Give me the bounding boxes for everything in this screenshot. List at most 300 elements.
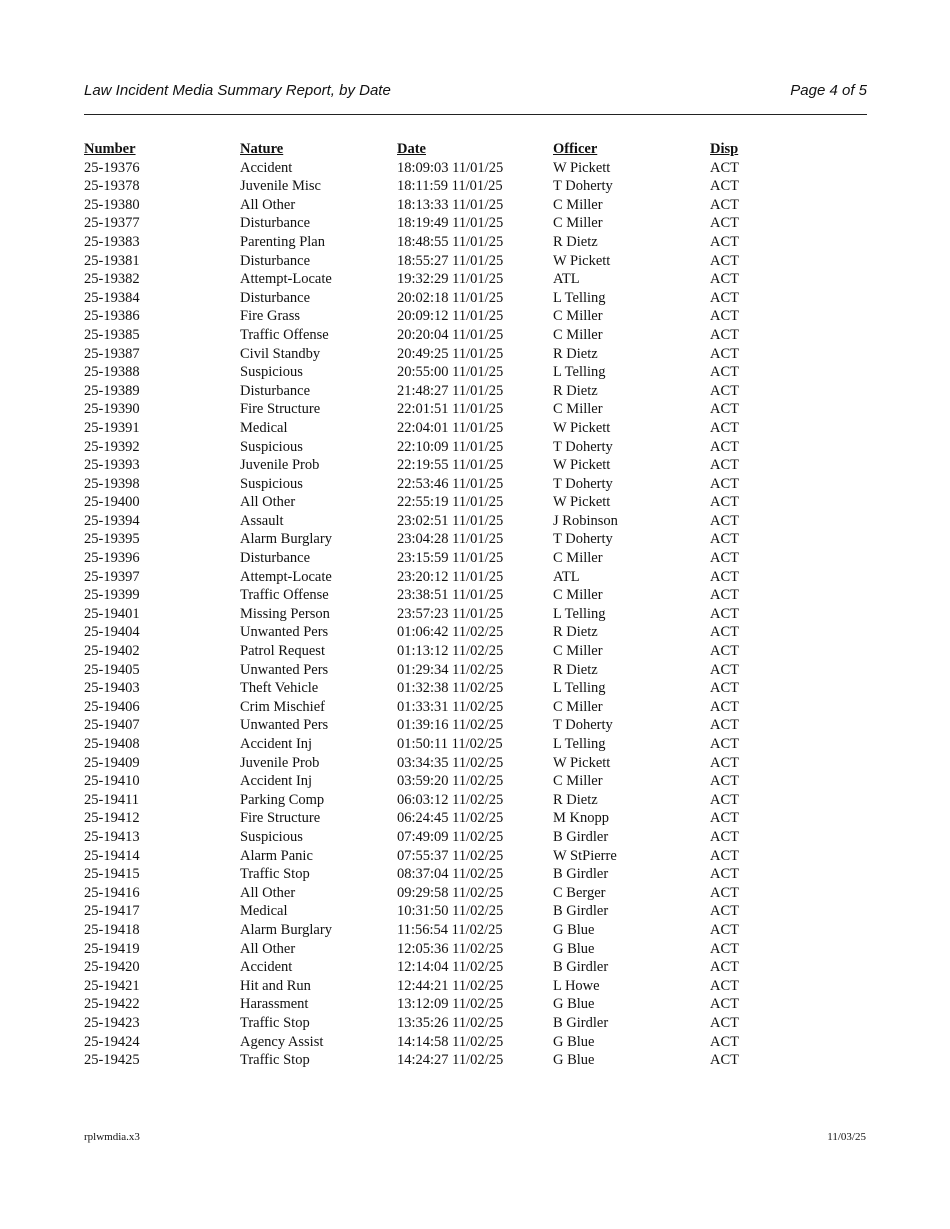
table-row [84, 1051, 867, 1070]
table-row [84, 177, 867, 196]
incident-number: 25-19401 [84, 605, 140, 622]
column-header-nature: Nature [240, 141, 284, 157]
header-divider [84, 114, 867, 115]
incident-number: 25-19400 [84, 494, 140, 511]
table-row [84, 1014, 867, 1033]
incident-officer: T Doherty [553, 438, 613, 455]
table-row [84, 902, 867, 921]
incident-date: 13:35:26 11/02/25 [397, 1014, 504, 1031]
incident-number: 25-19386 [84, 308, 140, 325]
incident-date: 11:56:54 11/02/25 [397, 921, 503, 938]
incident-disp: ACT [710, 512, 739, 529]
incident-officer: G Blue [553, 1052, 595, 1069]
incident-number: 25-19382 [84, 271, 140, 288]
incident-disp: ACT [710, 736, 739, 752]
incident-number: 25-19402 [84, 643, 140, 660]
incident-officer: W Pickett [553, 457, 611, 474]
incident-nature: Traffic Offense [240, 326, 329, 343]
incident-nature: Unwanted Pers [240, 717, 329, 734]
incident-number: 25-19414 [84, 847, 140, 864]
incident-date: 13:12:09 11/02/25 [397, 996, 504, 1013]
incident-disp: ACT [710, 717, 739, 734]
incident-number: 25-19394 [84, 512, 140, 529]
column-header-disp: Disp [710, 141, 739, 157]
incident-disp: ACT [710, 326, 739, 343]
incident-date: 19:32:29 11/01/25 [397, 271, 504, 288]
incident-nature: Traffic Stop [240, 866, 310, 883]
incident-nature: Assault [240, 512, 284, 529]
incident-date: 23:57:23 11/01/25 [397, 605, 504, 622]
incident-date: 01:06:42 11/02/25 [397, 624, 504, 641]
column-header-number: Number [84, 141, 136, 157]
incident-officer: R Dietz [553, 382, 598, 399]
incident-nature: Juvenile Misc [240, 178, 321, 195]
table-row [84, 568, 867, 587]
incident-disp: ACT [710, 1033, 739, 1050]
incident-disp: ACT [710, 438, 739, 455]
incident-date: 07:49:09 11/02/25 [397, 828, 504, 845]
incident-date: 22:04:01 11/01/25 [397, 419, 504, 436]
incident-disp: ACT [710, 289, 739, 306]
incident-number: 25-19387 [84, 345, 140, 362]
incident-date: 23:15:59 11/01/25 [397, 550, 504, 567]
incident-nature: Fire Grass [240, 308, 301, 325]
report-title: Law Incident Media Summary Report, by Date [84, 82, 391, 99]
incident-date: 18:09:03 11/01/25 [397, 159, 504, 176]
table-header-row [84, 140, 867, 159]
incident-nature: Disturbance [240, 382, 311, 399]
incident-number: 25-19389 [84, 382, 140, 399]
incident-officer: L Telling [553, 680, 606, 697]
incident-number: 25-19412 [84, 810, 140, 827]
incident-number: 25-19384 [84, 289, 140, 306]
incident-number: 25-19403 [84, 680, 140, 697]
incident-nature: Disturbance [240, 215, 311, 232]
page-number: Page 4 of 5 [790, 82, 867, 99]
incident-date: 06:24:45 11/02/25 [397, 810, 504, 827]
table-row [84, 995, 867, 1014]
incident-nature: Parenting Plan [240, 233, 325, 250]
incident-number: 25-19380 [84, 196, 140, 213]
incident-officer: C Miller [553, 550, 603, 567]
incident-date: 12:05:36 11/02/25 [397, 940, 504, 957]
incident-nature: Patrol Request [240, 643, 325, 660]
incident-date: 18:11:59 11/01/25 [397, 178, 503, 195]
incident-number: 25-19405 [84, 661, 140, 678]
table-row [84, 289, 867, 308]
incident-date: 22:19:55 11/01/25 [397, 457, 504, 474]
incident-number: 25-19383 [84, 233, 140, 250]
incident-disp: ACT [710, 457, 739, 474]
table-row [84, 493, 867, 512]
incident-officer: R Dietz [553, 624, 598, 641]
incident-nature: Alarm Burglary [240, 531, 332, 548]
incident-officer: T Doherty [553, 178, 613, 195]
incident-nature: All Other [240, 494, 296, 511]
table-row [84, 847, 867, 866]
incident-disp: ACT [710, 159, 739, 176]
incident-nature: All Other [240, 884, 296, 901]
incident-disp: ACT [710, 661, 739, 678]
incident-number: 25-19425 [84, 1052, 140, 1069]
incident-officer: R Dietz [553, 791, 598, 808]
incident-number: 25-19418 [84, 921, 140, 938]
incident-officer: W Pickett [553, 159, 611, 176]
incident-nature: Traffic Stop [240, 1052, 310, 1069]
incident-officer: C Miller [553, 326, 603, 343]
table-row [84, 828, 867, 847]
table-row [84, 307, 867, 326]
incident-officer: C Miller [553, 401, 603, 418]
incident-date: 01:29:34 11/02/25 [397, 661, 504, 678]
incident-disp: ACT [710, 587, 739, 604]
incident-nature: Accident [240, 959, 293, 976]
table-row [84, 865, 867, 884]
incident-disp: ACT [710, 345, 739, 362]
incident-disp: ACT [710, 550, 739, 567]
incident-nature: Alarm Burglary [240, 921, 332, 938]
incident-disp: ACT [710, 773, 739, 790]
incident-disp: ACT [710, 364, 739, 381]
incident-nature: Civil Standby [240, 345, 321, 362]
incident-date: 21:48:27 11/01/25 [397, 382, 504, 399]
incident-officer: R Dietz [553, 345, 598, 362]
incident-nature: Hit and Run [240, 977, 311, 994]
incident-nature: Accident [240, 159, 293, 176]
incident-nature: Unwanted Pers [240, 624, 329, 641]
incident-disp: ACT [710, 271, 739, 288]
incident-nature: Parking Comp [240, 791, 325, 808]
incident-number: 25-19424 [84, 1033, 140, 1050]
incident-nature: Harassment [240, 996, 309, 1013]
incident-date: 23:04:28 11/01/25 [397, 531, 504, 548]
table-row [84, 530, 867, 549]
table-row [84, 661, 867, 680]
incident-nature: Crim Mischief [240, 698, 325, 715]
incident-nature: Juvenile Prob [240, 457, 320, 474]
incident-date: 20:02:18 11/01/25 [397, 289, 504, 306]
incident-nature: Suspicious [240, 828, 303, 845]
incident-number: 25-19381 [84, 252, 140, 269]
incident-nature: Medical [240, 419, 288, 436]
incident-disp: ACT [710, 419, 739, 436]
incident-disp: ACT [710, 698, 739, 715]
table-row [84, 400, 867, 419]
incident-nature: Disturbance [240, 289, 311, 306]
incident-disp: ACT [710, 196, 739, 213]
page-header [84, 82, 867, 102]
incident-disp: ACT [710, 252, 739, 269]
incident-date: 01:33:31 11/02/25 [397, 698, 504, 715]
table-row [84, 698, 867, 717]
incident-disp: ACT [710, 624, 739, 641]
incident-officer: C Miller [553, 215, 603, 232]
incident-disp: ACT [710, 233, 739, 250]
incident-nature: Alarm Panic [240, 847, 313, 864]
incident-disp: ACT [710, 382, 739, 399]
incident-number: 25-19417 [84, 903, 140, 920]
incident-number: 25-19393 [84, 457, 140, 474]
incident-nature: Disturbance [240, 550, 311, 567]
incident-officer: T Doherty [553, 475, 613, 492]
incident-officer: T Doherty [553, 531, 613, 548]
incident-number: 25-19421 [84, 977, 140, 994]
incident-disp: ACT [710, 494, 739, 511]
incident-number: 25-19413 [84, 828, 140, 845]
incident-nature: Unwanted Pers [240, 661, 329, 678]
table-row [84, 809, 867, 828]
table-row [84, 363, 867, 382]
incident-disp: ACT [710, 1014, 739, 1031]
incident-number: 25-19420 [84, 959, 140, 976]
incident-disp: ACT [710, 996, 739, 1013]
incident-number: 25-19397 [84, 568, 140, 585]
table-row [84, 512, 867, 531]
incident-nature: All Other [240, 196, 296, 213]
incident-officer: L Telling [553, 289, 606, 306]
incident-table [84, 140, 867, 1070]
table-row [84, 791, 867, 810]
table-row [84, 1033, 867, 1052]
incident-disp: ACT [710, 1052, 739, 1069]
incident-officer: W Pickett [553, 494, 611, 511]
incident-disp: ACT [710, 977, 739, 994]
incident-officer: L Telling [553, 605, 606, 622]
incident-officer: B Girdler [553, 1014, 609, 1031]
incident-officer: L Howe [553, 977, 600, 994]
incident-officer: W StPierre [553, 847, 617, 864]
incident-disp: ACT [710, 828, 739, 845]
incident-date: 12:44:21 11/02/25 [397, 977, 504, 994]
incident-disp: ACT [710, 568, 739, 585]
incident-nature: Accident Inj [240, 736, 313, 752]
incident-officer: L Telling [553, 364, 606, 381]
incident-date: 22:53:46 11/01/25 [397, 475, 504, 492]
table-row [84, 345, 867, 364]
incident-nature: Agency Assist [240, 1033, 324, 1050]
table-row [84, 252, 867, 271]
incident-officer: L Telling [553, 736, 606, 752]
incident-date: 18:48:55 11/01/25 [397, 233, 504, 250]
table-row [84, 977, 867, 996]
incident-date: 22:10:09 11/01/25 [397, 438, 504, 455]
incident-disp: ACT [710, 866, 739, 883]
incident-number: 25-19419 [84, 940, 140, 957]
incident-number: 25-19376 [84, 159, 140, 176]
incident-nature: Juvenile Prob [240, 754, 320, 771]
incident-nature: Fire Structure [240, 401, 321, 418]
incident-number: 25-19409 [84, 754, 140, 771]
table-row [84, 623, 867, 642]
incident-officer: G Blue [553, 996, 595, 1013]
incident-nature: Attempt-Locate [240, 271, 332, 288]
incident-number: 25-19378 [84, 178, 140, 195]
incident-nature: Traffic Stop [240, 1014, 310, 1031]
incident-number: 25-19396 [84, 550, 140, 567]
incident-date: 20:20:04 11/01/25 [397, 326, 504, 343]
incident-officer: B Girdler [553, 903, 609, 920]
incident-number: 25-19416 [84, 884, 140, 901]
table-row [84, 772, 867, 791]
incident-disp: ACT [710, 475, 739, 492]
incident-disp: ACT [710, 940, 739, 957]
incident-nature: Theft Vehicle [240, 680, 319, 697]
column-header-officer: Officer [553, 141, 598, 157]
table-row [84, 958, 867, 977]
incident-disp: ACT [710, 680, 739, 697]
incident-officer: B Girdler [553, 866, 609, 883]
incident-officer: B Girdler [553, 828, 609, 845]
incident-number: 25-19391 [84, 419, 140, 436]
incident-date: 22:01:51 11/01/25 [397, 401, 504, 418]
incident-disp: ACT [710, 791, 739, 808]
table-row [84, 754, 867, 773]
table-row [84, 884, 867, 903]
incident-nature: Disturbance [240, 252, 311, 269]
incident-nature: Suspicious [240, 364, 303, 381]
incident-officer: ATL [553, 568, 580, 585]
footer-print-date: 11/03/25 [827, 1131, 866, 1143]
incident-number: 25-19398 [84, 475, 140, 492]
table-row [84, 382, 867, 401]
incident-date: 01:39:16 11/02/25 [397, 717, 504, 734]
incident-date: 14:24:27 11/02/25 [397, 1052, 504, 1069]
incident-disp: ACT [710, 810, 739, 827]
incident-officer: M Knopp [553, 810, 609, 827]
table-row [84, 438, 867, 457]
incident-disp: ACT [710, 215, 739, 232]
incident-number: 25-19407 [84, 717, 140, 734]
table-body [84, 159, 867, 1070]
incident-date: 01:32:38 11/02/25 [397, 680, 504, 697]
incident-number: 25-19377 [84, 215, 140, 232]
incident-nature: Medical [240, 903, 288, 920]
table-row [84, 270, 867, 289]
incident-officer: G Blue [553, 1033, 595, 1050]
incident-officer: ATL [553, 271, 580, 288]
incident-date: 01:50:11 11/02/25 [397, 736, 503, 752]
incident-number: 25-19392 [84, 438, 140, 455]
table-row [84, 549, 867, 568]
incident-number: 25-19390 [84, 401, 140, 418]
incident-date: 01:13:12 11/02/25 [397, 643, 504, 660]
incident-officer: J Robinson [553, 512, 618, 529]
table-row [84, 679, 867, 698]
incident-number: 25-19399 [84, 587, 140, 604]
incident-nature: Accident Inj [240, 773, 313, 790]
incident-nature: Suspicious [240, 438, 303, 455]
incident-number: 25-19415 [84, 866, 140, 883]
incident-number: 25-19411 [84, 791, 140, 808]
incident-date: 18:13:33 11/01/25 [397, 196, 504, 213]
table-row [84, 456, 867, 475]
incident-disp: ACT [710, 847, 739, 864]
table-row [84, 716, 867, 735]
incident-date: 08:37:04 11/02/25 [397, 866, 504, 883]
incident-number: 25-19388 [84, 364, 140, 381]
incident-date: 09:29:58 11/02/25 [397, 884, 504, 901]
incident-nature: All Other [240, 940, 296, 957]
incident-number: 25-19404 [84, 624, 140, 641]
incident-officer: W Pickett [553, 419, 611, 436]
incident-number: 25-19408 [84, 736, 140, 752]
incident-disp: ACT [710, 754, 739, 771]
incident-officer: G Blue [553, 921, 595, 938]
incident-officer: W Pickett [553, 252, 611, 269]
incident-date: 03:34:35 11/02/25 [397, 754, 504, 771]
incident-date: 10:31:50 11/02/25 [397, 903, 504, 920]
incident-officer: W Pickett [553, 754, 611, 771]
incident-officer: C Miller [553, 308, 603, 325]
incident-number: 25-19385 [84, 326, 140, 343]
incident-nature: Fire Structure [240, 810, 321, 827]
incident-disp: ACT [710, 605, 739, 622]
incident-disp: ACT [710, 903, 739, 920]
incident-date: 06:03:12 11/02/25 [397, 791, 504, 808]
incident-number: 25-19423 [84, 1014, 140, 1031]
incident-date: 20:09:12 11/01/25 [397, 308, 504, 325]
table-row [84, 214, 867, 233]
incident-officer: C Berger [553, 884, 606, 901]
incident-disp: ACT [710, 959, 739, 976]
incident-officer: G Blue [553, 940, 595, 957]
incident-disp: ACT [710, 643, 739, 660]
incident-number: 25-19410 [84, 773, 140, 790]
table-row [84, 326, 867, 345]
incident-date: 18:55:27 11/01/25 [397, 252, 504, 269]
table-row [84, 940, 867, 959]
incident-nature: Suspicious [240, 475, 303, 492]
incident-number: 25-19406 [84, 698, 140, 715]
incident-officer: C Miller [553, 773, 603, 790]
incident-date: 20:55:00 11/01/25 [397, 364, 504, 381]
table-row [84, 605, 867, 624]
incident-nature: Traffic Offense [240, 587, 329, 604]
table-row [84, 735, 867, 754]
incident-date: 03:59:20 11/02/25 [397, 773, 504, 790]
table-row [84, 196, 867, 215]
incident-nature: Missing Person [240, 605, 330, 622]
table-row [84, 921, 867, 940]
incident-disp: ACT [710, 401, 739, 418]
table-row [84, 475, 867, 494]
incident-disp: ACT [710, 531, 739, 548]
incident-date: 20:49:25 11/01/25 [397, 345, 504, 362]
footer-report-code: rplwmdia.x3 [84, 1131, 140, 1143]
table-row [84, 159, 867, 178]
incident-date: 22:55:19 11/01/25 [397, 494, 504, 511]
incident-officer: R Dietz [553, 233, 598, 250]
incident-disp: ACT [710, 884, 739, 901]
incident-officer: C Miller [553, 196, 603, 213]
incident-officer: C Miller [553, 643, 603, 660]
table-row [84, 642, 867, 661]
incident-number: 25-19422 [84, 996, 140, 1013]
incident-date: 23:38:51 11/01/25 [397, 587, 504, 604]
incident-date: 23:20:12 11/01/25 [397, 568, 504, 585]
incident-disp: ACT [710, 178, 739, 195]
incident-officer: R Dietz [553, 661, 598, 678]
incident-officer: B Girdler [553, 959, 609, 976]
incident-date: 14:14:58 11/02/25 [397, 1033, 504, 1050]
table-row [84, 419, 867, 438]
column-header-date: Date [397, 141, 426, 157]
incident-date: 23:02:51 11/01/25 [397, 512, 504, 529]
incident-officer: C Miller [553, 587, 603, 604]
incident-number: 25-19395 [84, 531, 140, 548]
table-row [84, 233, 867, 252]
incident-date: 07:55:37 11/02/25 [397, 847, 504, 864]
